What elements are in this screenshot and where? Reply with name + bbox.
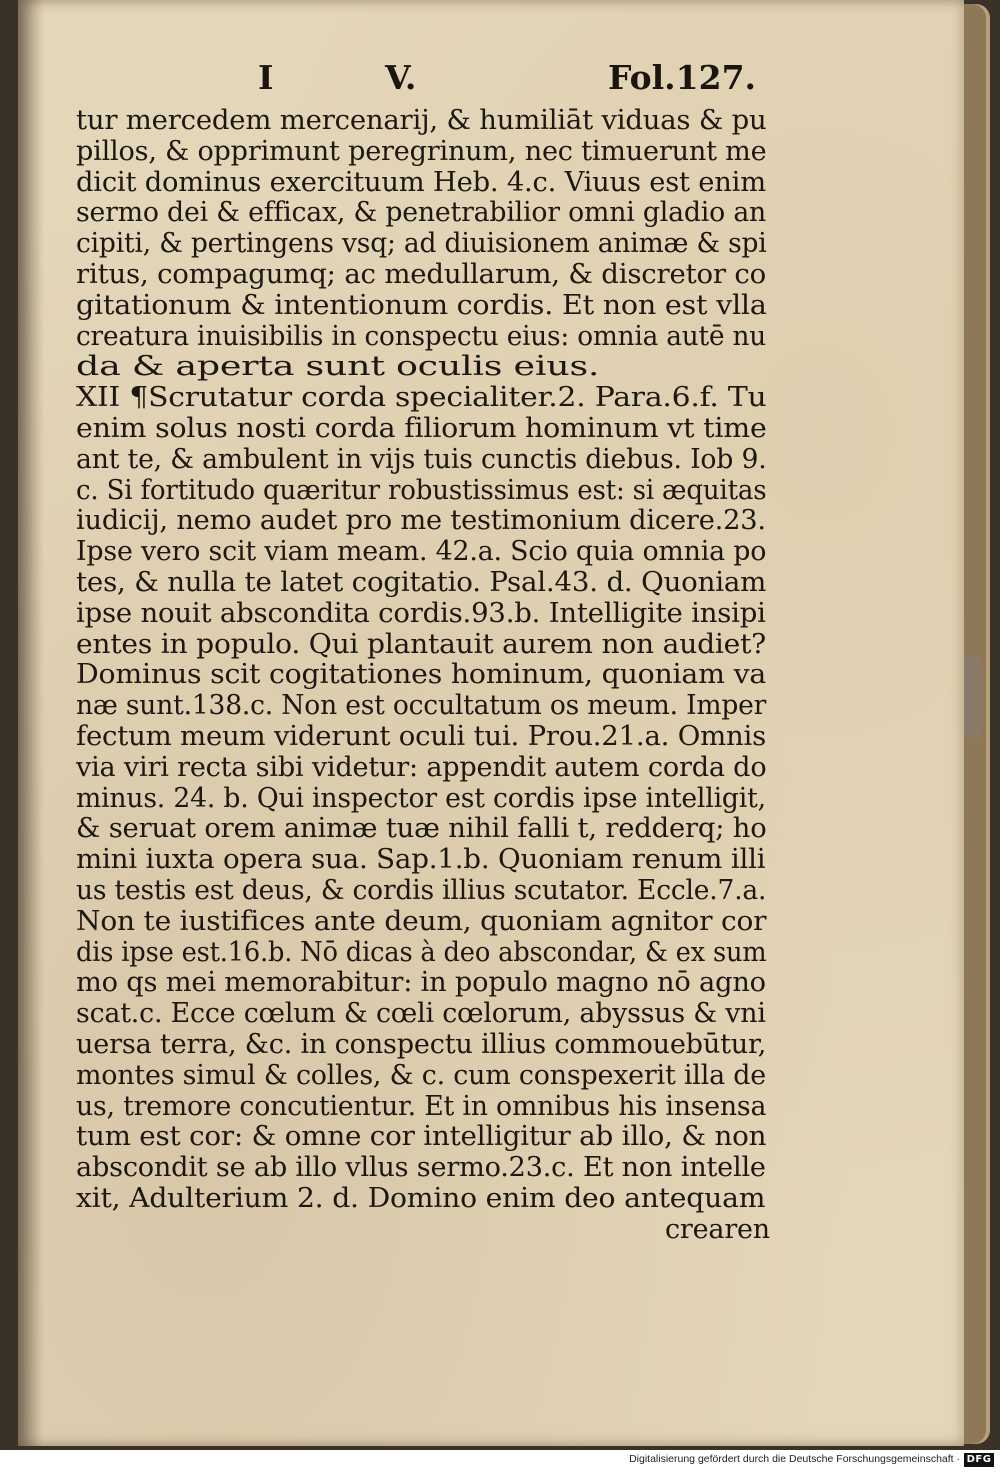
folio-number: Fol.127.: [608, 58, 757, 97]
text-line: tum est cor: & omne cor intelligitur ab illo, & non: [76, 1121, 767, 1153]
text-line: creatura inuisibilis in conspectu eius: omnia autē nu: [76, 320, 767, 352]
text-line: Dominus scit cogitationes hominum, quoniam va: [76, 659, 767, 691]
signature-mark-mid: V.: [385, 58, 417, 97]
main-text-block: [76, 106, 776, 1245]
text-line: via viri recta sibi videtur: appendit autem corda do: [76, 751, 767, 783]
funding-notice: Digitalisierung gefördert durch die Deutsche Forschungsgemeinschaft ·: [629, 1453, 960, 1465]
text-line: ipse nouit abscondita cordis.93.b. Intelligite insipi: [76, 597, 766, 629]
text-line: iudicij, nemo audet pro me testimonium dicere.23.: [76, 505, 766, 537]
text-line: ritus, compagumq; ac medullarum, & discretor co: [76, 258, 767, 290]
text-line: montes simul & colles, & c. cum conspexerit illa de: [76, 1059, 767, 1091]
text-line: Non te iustifices ante deum, quoniam agnitor cor: [76, 905, 767, 937]
text-line: & seruat orem animæ tuæ nihil falli t, redderq; ho: [76, 813, 767, 845]
text-line: ant te, & ambulent in vijs tuis cunctis diebus. Iob 9.: [76, 443, 767, 475]
catchword: crearen: [665, 1213, 770, 1245]
dfg-logo: DFG: [964, 1453, 994, 1467]
text-line: minus. 24. b. Qui inspector est cordis ipse intelligit,: [76, 782, 766, 814]
text-line: dicit dominus exercituum Heb. 4.c. Viuus est enim: [76, 166, 766, 198]
binding-shadow: [18, 0, 44, 1446]
text-line: sermo dei & efficax, & penetrabilior omni gladio an: [76, 197, 767, 229]
text-line: abscondit se ab illo vllus sermo.23.c. Et non intelle: [76, 1152, 766, 1184]
running-header: [0, 58, 1000, 106]
text-line: entes in populo. Qui plantauit aurem non audiet?: [76, 628, 767, 660]
text-line: da & aperta sunt oculis eius.: [76, 351, 600, 383]
text-line: cipiti, & pertingens vsq; ad diuisionem animæ & spi: [76, 228, 767, 260]
text-line: dis ipse est.16.b. Nō dicas à deo abscondar, & ex sum: [76, 936, 767, 968]
text-line: scat.c. Ecce cœlum & cœli cœlorum, abyssus & vni: [76, 998, 766, 1030]
text-line: pillos, & opprimunt peregrinum, nec timuerunt me: [76, 135, 767, 167]
text-line: tes, & nulla te latet cogitatio. Psal.43. d. Quoniam: [76, 566, 767, 598]
text-line: tur mercedem mercenarij, & humiliāt viduas & pu: [76, 105, 767, 136]
text-line: gitationum & intentionum cordis. Et non est vlla: [76, 289, 767, 321]
text-line: Ipse vero scit viam meam. 42.a. Scio quia omnia po: [76, 536, 767, 568]
footer-bar: [0, 1450, 1000, 1472]
signature-mark-left: I: [258, 58, 274, 97]
text-line: XII ¶Scrutatur corda specialiter.2. Para.6.f. Tu: [76, 382, 767, 414]
text-line: næ sunt.138.c. Non est occultatum os meum. Imper: [76, 690, 767, 722]
text-line: us testis est deus, & cordis illius scutator. Eccle.7.a.: [76, 874, 767, 906]
text-line: c. Si fortitudo quæritur robustissimus est: si æquitas: [76, 474, 767, 506]
text-line: enim solus nosti corda filiorum hominum vt time: [76, 412, 767, 444]
text-line: xit, Adulterium 2. d. Domino enim deo antequam: [76, 1182, 766, 1214]
text-line: uersa terra, &c. in conspectu illius commouebūtur,: [76, 1028, 767, 1060]
text-line: mini iuxta opera sua. Sap.1.b. Quoniam renum illi: [76, 844, 766, 876]
text-line: mo qs mei memorabitur: in populo magno nō agno: [76, 967, 766, 999]
text-line: us, tremore concutientur. Et in omnibus his insensa: [76, 1090, 767, 1122]
text-line: fectum meum viderunt oculi tui. Prou.21.a. Omnis: [76, 720, 766, 752]
